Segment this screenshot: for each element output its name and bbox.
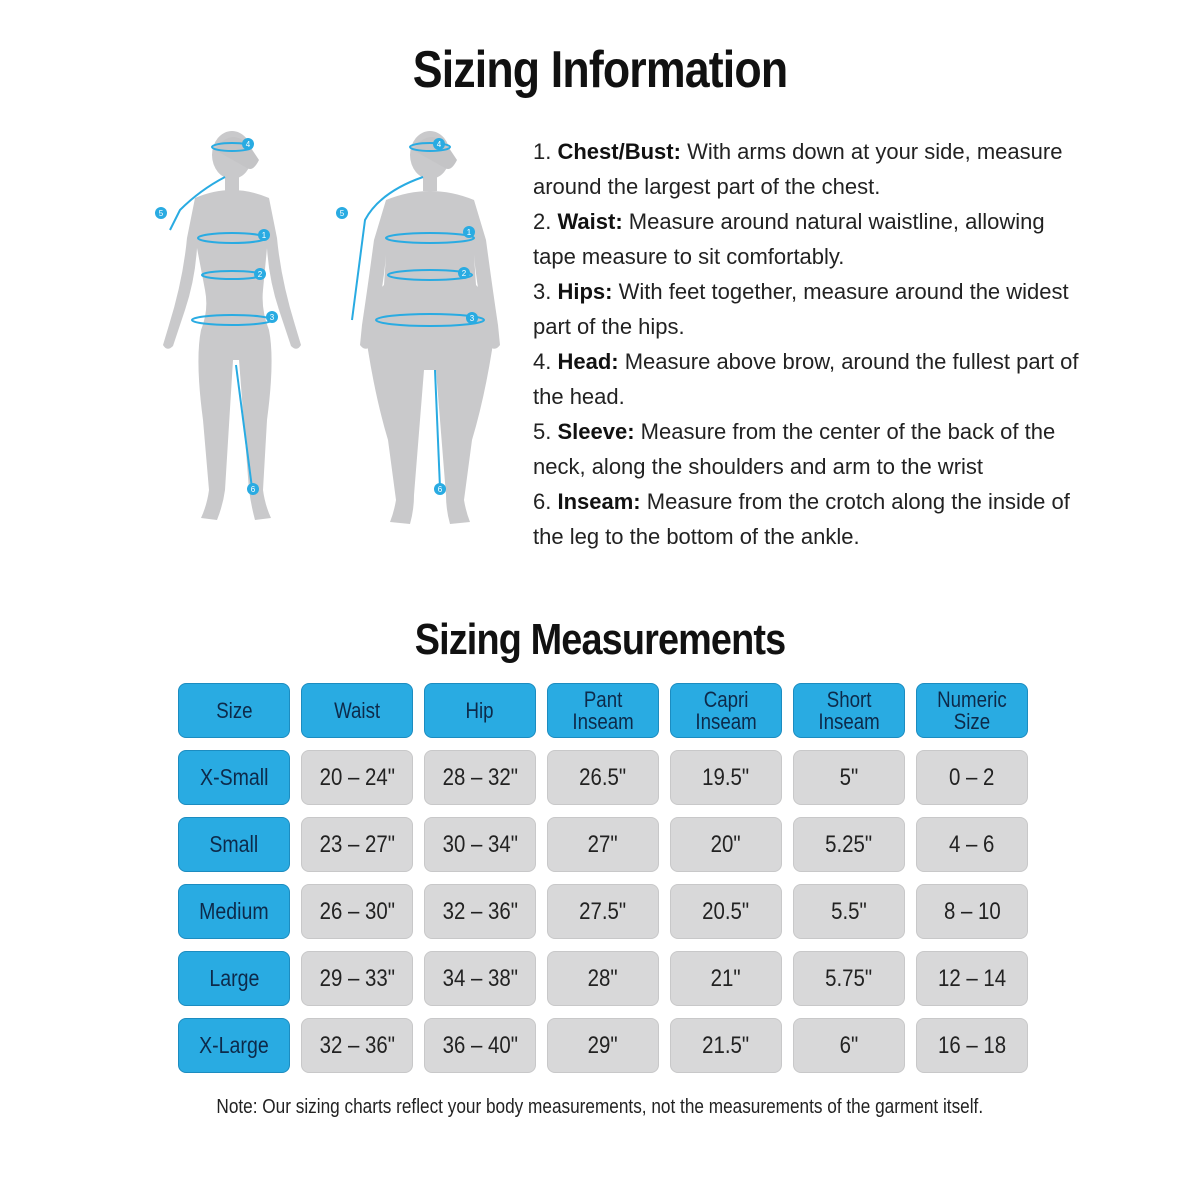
svg-text:3: 3: [269, 313, 275, 322]
marker-6-curvy: [434, 483, 446, 495]
table-cell-numeric-size: 4 – 6: [916, 817, 1028, 872]
instruction-head: 4. Head: Measure above brow, around the fullest part of the head.: [533, 349, 1079, 409]
header-short-inseam: Short Inseam: [793, 683, 905, 738]
row-size-label: Large: [178, 951, 290, 1006]
instruction-chest: 1. Chest/Bust: With arms down at your side, measure around the largest part of the chest.: [533, 139, 1063, 199]
table-cell-waist: 32 – 36": [301, 1018, 413, 1073]
table-cell-short-inseam: 6": [793, 1018, 905, 1073]
svg-text:2: 2: [257, 270, 263, 279]
instruction-inseam: 6. Inseam: Measure from the crotch along the inside of the leg to the bottom of the ankle.: [533, 489, 1070, 549]
row-size-label: Medium: [178, 884, 290, 939]
body-figures-illustration: [140, 120, 520, 540]
svg-text:5: 5: [339, 209, 345, 218]
table-cell-short-inseam: 5.75": [793, 951, 905, 1006]
table-cell-hip: 28 – 32": [424, 750, 536, 805]
measuring-instructions: [533, 134, 1093, 554]
table-cell-numeric-size: 0 – 2: [916, 750, 1028, 805]
marker-1-slim: [258, 229, 270, 241]
marker-1-curvy: [463, 226, 475, 238]
marker-5-slim: [155, 207, 167, 219]
svg-text:4: 4: [245, 140, 251, 149]
svg-text:4: 4: [436, 140, 442, 149]
svg-text:1: 1: [466, 228, 472, 237]
header-numeric-size: Numeric Size: [916, 683, 1028, 738]
marker-3-slim: [266, 311, 278, 323]
instruction-waist: 2. Waist: Measure around natural waistline, allowing tape measure to sit comfortably.: [533, 209, 1045, 269]
table-cell-hip: 34 – 38": [424, 951, 536, 1006]
instruction-hips: 3. Hips: With feet together, measure around the widest part of the hips.: [533, 279, 1069, 339]
table-cell-hip: 30 – 34": [424, 817, 536, 872]
row-size-label: X-Small: [178, 750, 290, 805]
table-cell-pant-inseam: 26.5": [547, 750, 659, 805]
table-cell-capri-inseam: 19.5": [670, 750, 782, 805]
info-title: Sizing Information: [412, 41, 788, 99]
svg-text:6: 6: [437, 485, 443, 494]
table-cell-hip: 32 – 36": [424, 884, 536, 939]
marker-5-curvy: [336, 207, 348, 219]
table-cell-pant-inseam: 27.5": [547, 884, 659, 939]
table-cell-capri-inseam: 20": [670, 817, 782, 872]
svg-text:6: 6: [250, 485, 256, 494]
svg-text:2: 2: [461, 269, 467, 278]
row-size-label: X-Large: [178, 1018, 290, 1073]
header-capri-inseam: Capri Inseam: [670, 683, 782, 738]
table-cell-waist: 23 – 27": [301, 817, 413, 872]
table-cell-pant-inseam: 27": [547, 817, 659, 872]
table-cell-hip: 36 – 40": [424, 1018, 536, 1073]
table-cell-capri-inseam: 20.5": [670, 884, 782, 939]
table-cell-waist: 29 – 33": [301, 951, 413, 1006]
table-cell-waist: 26 – 30": [301, 884, 413, 939]
marker-2-curvy: [458, 267, 470, 279]
header-pant-inseam: Pant Inseam: [547, 683, 659, 738]
table-cell-short-inseam: 5": [793, 750, 905, 805]
table-cell-numeric-size: 12 – 14: [916, 951, 1028, 1006]
row-size-label: Small: [178, 817, 290, 872]
table-cell-short-inseam: 5.25": [793, 817, 905, 872]
marker-3-curvy: [466, 312, 478, 324]
svg-text:1: 1: [261, 231, 267, 240]
table-cell-pant-inseam: 28": [547, 951, 659, 1006]
sizing-note: Note: Our sizing charts reflect your body measurements, not the measurements of the garment itself.: [216, 1096, 984, 1118]
table-cell-waist: 20 – 24": [301, 750, 413, 805]
table-cell-capri-inseam: 21.5": [670, 1018, 782, 1073]
svg-text:3: 3: [469, 314, 475, 323]
table-cell-short-inseam: 5.5": [793, 884, 905, 939]
svg-text:5: 5: [158, 209, 164, 218]
marker-2-slim: [254, 268, 266, 280]
header-size: Size: [178, 683, 290, 738]
instruction-sleeve: 5. Sleeve: Measure from the center of the back of the neck, along the shoulders and arm to the wrist: [533, 419, 1056, 479]
header-waist: Waist: [301, 683, 413, 738]
table-cell-capri-inseam: 21": [670, 951, 782, 1006]
table-cell-pant-inseam: 29": [547, 1018, 659, 1073]
measurements-title: Sizing Measurements: [414, 615, 786, 664]
table-cell-numeric-size: 16 – 18: [916, 1018, 1028, 1073]
marker-4-curvy: [433, 138, 445, 150]
table-cell-numeric-size: 8 – 10: [916, 884, 1028, 939]
header-hip: Hip: [424, 683, 536, 738]
marker-4-slim: [242, 138, 254, 150]
marker-6-slim: [247, 483, 259, 495]
